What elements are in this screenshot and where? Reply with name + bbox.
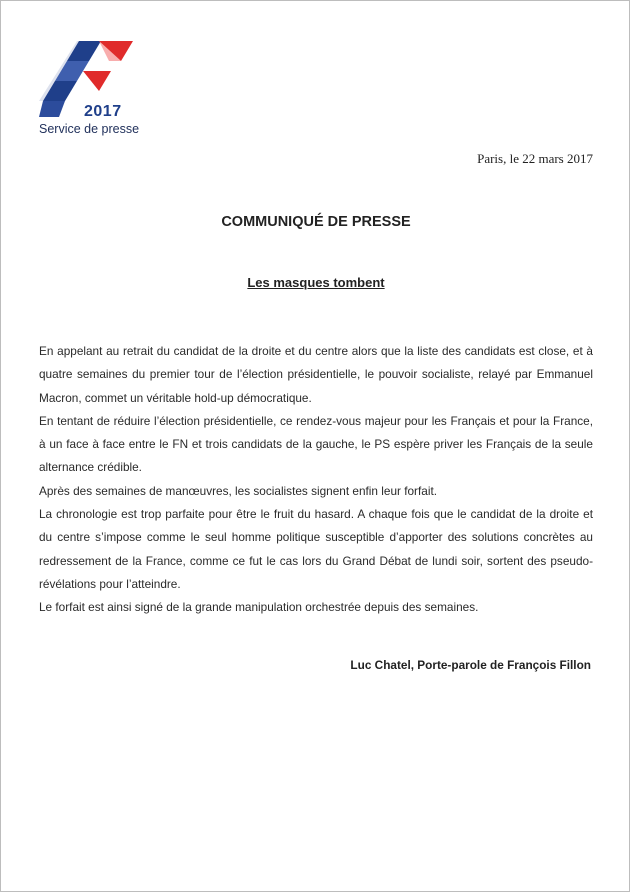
date-line: Paris, le 22 mars 2017 — [477, 151, 593, 166]
paragraph: Le forfait est ainsi signé de la grande manipulation orchestrée depuis des semaines. — [39, 600, 479, 615]
paragraph: En appelant au retrait du candidat de la droite et du centre alors que la liste des candidats est close, et à quatre semaines du premier tour de l’élection présidentielle, le pouvoir socialiste, relayé par Emmanuel Macron, commet un véritable hold-up démocratique. — [39, 344, 593, 405]
service-de-presse-label: Service de presse — [39, 122, 140, 136]
body-text — [39, 340, 593, 620]
signature: Luc Chatel, Porte-parole de François Fillon — [350, 658, 591, 672]
document-title: COMMUNIQUÉ DE PRESSE — [221, 214, 411, 230]
paragraph: La chronologie est trop parfaite pour être le fruit du hasard. A chaque fois que le candidat de la droite et du centre s’impose comme le seul homme politique susceptible d’apporter des solutions concrètes au redressement de la France, comme ce fut le cas lors du Grand Débat de lundi soir, sortent des pseudo-révélations pour l’atteindre. — [39, 507, 593, 591]
document-subtitle: Les masques tombent — [247, 275, 385, 290]
logo-year: 2017 — [84, 103, 122, 120]
paragraph: En tentant de réduire l’élection présidentielle, ce rendez-vous majeur pour les Français et pour la France, à un face à face entre le FN et trois candidats de la gauche, le PS espère priver les Français de la seule alternance crédible. — [39, 413, 593, 475]
subtitle-container — [1, 274, 630, 292]
paragraph: Après des semaines de manœuvres, les socialistes signent enfin leur forfait. — [39, 483, 438, 498]
